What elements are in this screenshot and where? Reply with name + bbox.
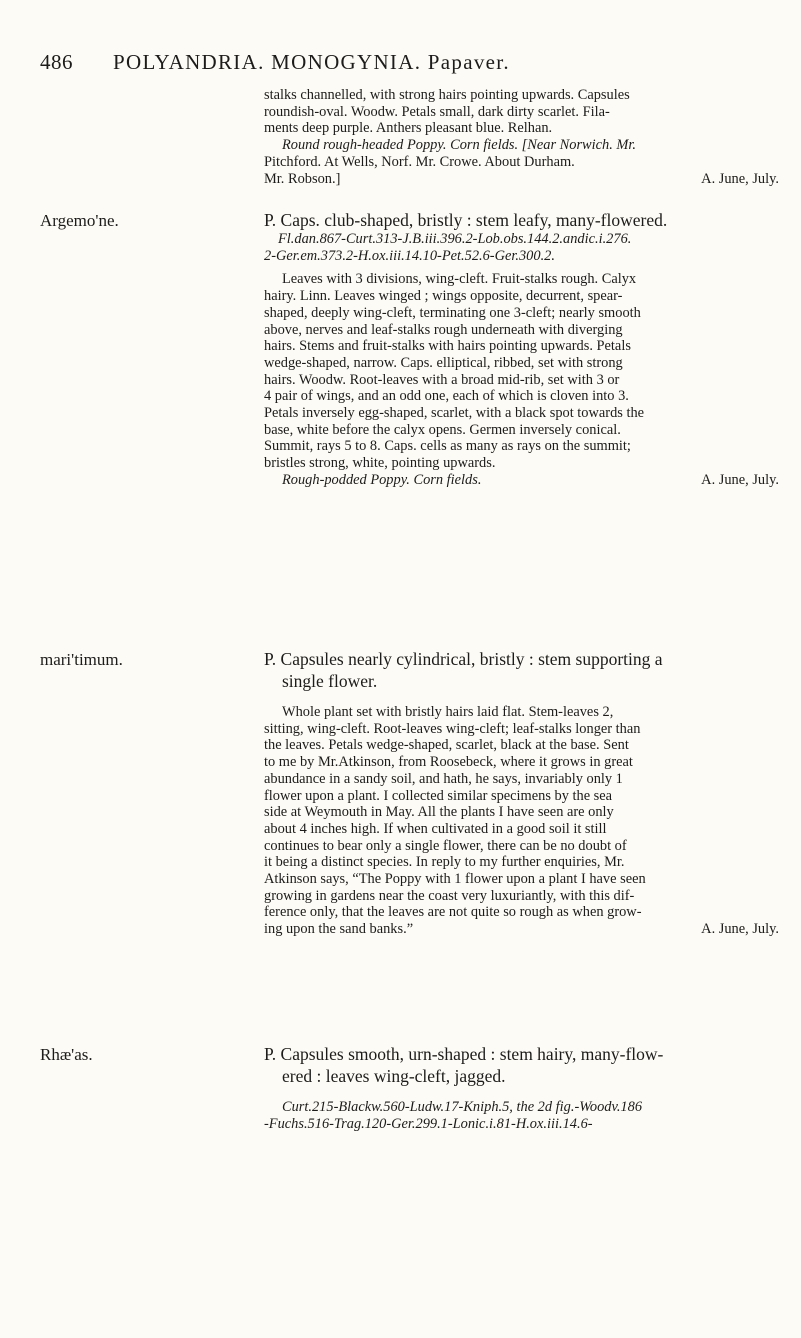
species-name-maritimum: mari'timum. <box>40 650 123 669</box>
text-line: hairs. Woodw. Root-leaves with a broad mid-rib, set with 3 or <box>264 371 620 388</box>
text-line: about 4 inches high. If when cultivated in a good soil it still <box>264 820 607 837</box>
page-number: 486 <box>40 50 73 74</box>
species-diagnosis: P. Caps. club-shaped, bristly : stem leafy, many-flowered. <box>264 210 668 230</box>
text-line: the leaves. Petals wedge-shaped, scarlet, black at the base. Sent <box>264 737 629 754</box>
text-line <box>264 171 779 188</box>
text-line: flower upon a plant. I collected similar specimens by the sea <box>264 787 613 804</box>
common-name: Rough-podded Poppy. Corn fields. <box>282 471 482 488</box>
text-line: growing in gardens near the coast very luxuriantly, with this dif- <box>264 887 635 904</box>
locality-text: Mr. Robson.] <box>264 170 341 187</box>
text-line: bristles strong, white, pointing upwards. <box>264 455 496 472</box>
text-line: to me by Mr.Atkinson, from Roosebeck, where it grows in great <box>264 754 633 771</box>
species-entry-argemone <box>264 209 779 489</box>
text-line: 4 pair of wings, and an odd one, each of which is cloven into 3. <box>264 388 629 405</box>
text-line: ments deep purple. Anthers pleasant blue. Relhan. <box>264 120 553 137</box>
species-diagnosis: P. Capsules nearly cylindrical, bristly : stem supporting a <box>264 649 663 669</box>
text-line: base, white before the calyx opens. Germen inversely conical. <box>264 421 621 438</box>
text-line: Atkinson says, “The Poppy with 1 flower upon a plant I have seen <box>264 871 646 888</box>
text-line: it being a distinct species. In reply to my further enquiries, Mr. <box>264 854 625 871</box>
text-line <box>264 921 779 938</box>
text-line: continues to bear only a single flower, there can be no doubt of <box>264 837 627 854</box>
text-line: side at Weymouth in May. All the plants I have seen are only <box>264 804 614 821</box>
text-line: ference only, that the leaves are not quite so rough as when grow- <box>264 904 642 921</box>
running-head-title: POLYANDRIA. MONOGYNIA. Papaver. <box>113 50 510 74</box>
references-line: 2-Ger.em.373.2-H.ox.iii.14.10-Pet.52.6-Ger.300.2. <box>264 247 555 264</box>
text-line: Leaves with 3 divisions, wing-cleft. Fruit-stalks rough. Calyx <box>282 271 637 288</box>
text-line: Round rough-headed Poppy. Corn fields. [Near Norwich. Mr. <box>282 137 637 154</box>
entry-continuation <box>264 87 779 187</box>
text-line: stalks channelled, with strong hairs pointing upwards. Capsules <box>264 87 630 103</box>
references-line: Curt.215-Blackw.560-Ludw.17-Kniph.5, the 2d fig.-Woodv.186 <box>282 1099 643 1115</box>
references-line: Fl.dan.867-Curt.313-J.B.iii.396.2-Lob.obs.144.2.andic.i.276. <box>278 231 632 247</box>
text-line-end: ing upon the sand banks.” <box>264 921 414 938</box>
text-line: sitting, wing-cleft. Root-leaves wing-cleft; leaf-stalks longer than <box>264 720 641 737</box>
running-head <box>40 50 780 80</box>
flowering-date: A. June, July. <box>701 921 779 938</box>
references-line: -Fuchs.516-Trag.120-Ger.299.1-Lonic.i.81-H.ox.iii.14.6- <box>264 1115 593 1132</box>
text-line: hairs. Stems and fruit-stalks with hairs pointing upwards. Petals <box>264 338 631 355</box>
text-line: Pitchford. At Wells, Norf. Mr. Crowe. About Durham. <box>264 153 575 170</box>
text-line: above, nerves and leaf-stalks rough underneath with diverging <box>264 321 623 338</box>
text-line: Petals inversely egg-shaped, scarlet, with a black spot towards the <box>264 405 645 422</box>
species-diagnosis: P. Capsules smooth, urn-shaped : stem hairy, many-flow- <box>264 1044 664 1064</box>
text-line: wedge-shaped, narrow. Caps. elliptical, ribbed, set with strong <box>264 354 623 371</box>
text-line: roundish-oval. Woodw. Petals small, dark dirty scarlet. Fila- <box>264 103 610 120</box>
species-entry-maritimum <box>264 648 779 938</box>
text-line: shaped, deeply wing-cleft, terminating one 3-cleft; nearly smooth <box>264 304 641 321</box>
species-name-rhoeas: Rhæ'as. <box>40 1045 93 1064</box>
flowering-date: A. June, July. <box>701 471 779 488</box>
text-line: Summit, rays 5 to 8. Caps. cells as many as rays on the summit; <box>264 438 631 455</box>
flowering-date: A. June, July. <box>701 170 779 187</box>
text-line <box>264 472 779 489</box>
text-line: Whole plant set with bristly hairs laid flat. Stem-leaves 2, <box>282 704 614 720</box>
text-line: abundance in a sandy soil, and hath, he says, invariably only 1 <box>264 770 623 787</box>
species-entry-rhoeas <box>264 1043 779 1132</box>
species-diagnosis: ered : leaves wing-cleft, jagged. <box>282 1066 506 1086</box>
species-diagnosis: single flower. <box>282 671 378 691</box>
text-line: hairy. Linn. Leaves winged ; wings opposite, decurrent, spear- <box>264 288 623 305</box>
species-name-argemone: Argemo'ne. <box>40 211 119 230</box>
